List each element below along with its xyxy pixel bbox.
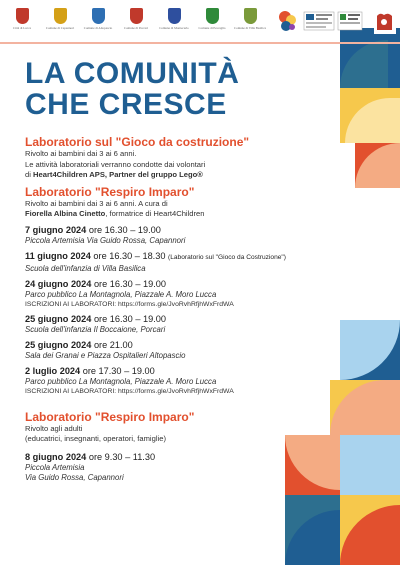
event-place: Parco pubblico La Montagnola, Piazzale A. Moro Lucca <box>25 376 217 386</box>
municipality-logos <box>6 8 268 36</box>
event-place: Piccola Artemisia Via Guido Rossa, Capannori <box>25 235 186 245</box>
crest-icon <box>130 8 143 24</box>
event-place: Piccola Artemisia <box>25 462 85 472</box>
municipality-logo: Comune di Pescaglia <box>196 8 228 36</box>
event-place: Sala dei Granai e Piazza Ospitalieri Altopascio <box>25 350 186 360</box>
regione-toscana-logo-icon <box>374 10 396 34</box>
crest-icon <box>168 8 181 24</box>
section-respiro-imparo-adulti <box>25 410 355 483</box>
pez-logo-icon <box>278 10 298 32</box>
event-place: Scuola dell'infanzia Il Boccaione, Porcari <box>25 324 166 334</box>
crest-icon <box>16 8 29 24</box>
event-item <box>25 365 355 396</box>
event-place: Scuola dell'infanzia di Villa Basilica <box>25 263 146 273</box>
event-date: 25 giugno 2024 ore 16.30 – 19.00 <box>25 313 166 324</box>
event-registration-link[interactable]: ISCRIZIONI AI LABORATORI: https://forms.gle/JvoRvhRfjhWxFrdWA <box>25 387 234 395</box>
event-item <box>25 250 355 274</box>
municipality-logo: Comune di Capannori <box>44 8 76 36</box>
event-place: Via Guido Rossa, Capannori <box>25 472 124 482</box>
crest-icon <box>206 8 219 24</box>
title-line-1: LA COMUNITÀ <box>25 57 240 90</box>
content <box>25 135 355 483</box>
section-heading: Laboratorio "Respiro Imparo" <box>25 409 195 424</box>
event-date: 24 giugno 2024 ore 16.30 – 19.00 <box>25 278 166 289</box>
section-text: di Heart4Children APS, Partner del gruppo Lego® <box>25 170 203 179</box>
event-date: 11 giugno 2024 ore 16.30 – 18.30 (Laboratorio sul "Gioco da Costruzione") <box>25 250 286 261</box>
event-date: 7 giugno 2024 ore 16.30 – 19.00 <box>25 224 161 235</box>
event-place: Parco pubblico La Montagnola, Piazzale A. Moro Lucca <box>25 289 217 299</box>
section-heading: Laboratorio "Respiro Imparo" <box>25 184 195 199</box>
municipality-logo: Comune di Montecarlo <box>158 8 190 36</box>
section-text: Fiorella Albina Cinetto, formatrice di Heart4Children <box>25 209 205 218</box>
section-text: Le attività laboratoriali verranno condotte dai volontari <box>25 159 206 169</box>
event-item <box>25 339 355 361</box>
event-date: 8 giugno 2024 ore 9.30 – 11.30 <box>25 451 156 462</box>
title-line-2: CHE CRESCE <box>25 88 227 121</box>
section-respiro-imparo-bambini <box>25 185 355 220</box>
municipality-logo: Comune di Porcari <box>120 8 152 36</box>
ministry-logo-icon <box>338 12 362 30</box>
section-text: (educatrici, insegnanti, operatori, famiglie) <box>25 434 166 443</box>
crest-icon <box>244 8 257 24</box>
section-gioco-da-costruzione <box>25 135 355 181</box>
eu-program-logo-icon <box>304 12 334 30</box>
partner-logos <box>276 8 400 36</box>
section-text: Rivolto agli adulti <box>25 423 83 433</box>
municipality-logo: Comune di Villa Basilica <box>234 8 266 36</box>
event-item <box>25 313 355 335</box>
events-list <box>25 224 355 396</box>
event-date: 2 luglio 2024 ore 17.30 – 19.00 <box>25 365 155 376</box>
crest-icon <box>92 8 105 24</box>
page-title <box>25 58 239 120</box>
municipality-logo: Città di Lucca <box>6 8 38 36</box>
section-heading: Laboratorio sul "Gioco da costruzione" <box>25 135 250 149</box>
event-item <box>25 451 355 483</box>
event-item <box>25 278 355 309</box>
section-text: Rivolto ai bambini dai 3 ai 6 anni. A cura di <box>25 198 168 208</box>
header-divider <box>0 42 400 44</box>
event-registration-link[interactable]: ISCRIZIONI AI LABORATORI: https://forms.gle/JvoRvhRfjhWxFrdWA <box>25 300 234 308</box>
crest-icon <box>54 8 67 24</box>
event-date: 25 giugno 2024 ore 21.00 <box>25 339 133 350</box>
section-text: Rivolto ai bambini dai 3 ai 6 anni. <box>25 149 137 158</box>
municipality-logo: Comune di Altopascio <box>82 8 114 36</box>
event-item <box>25 224 355 246</box>
